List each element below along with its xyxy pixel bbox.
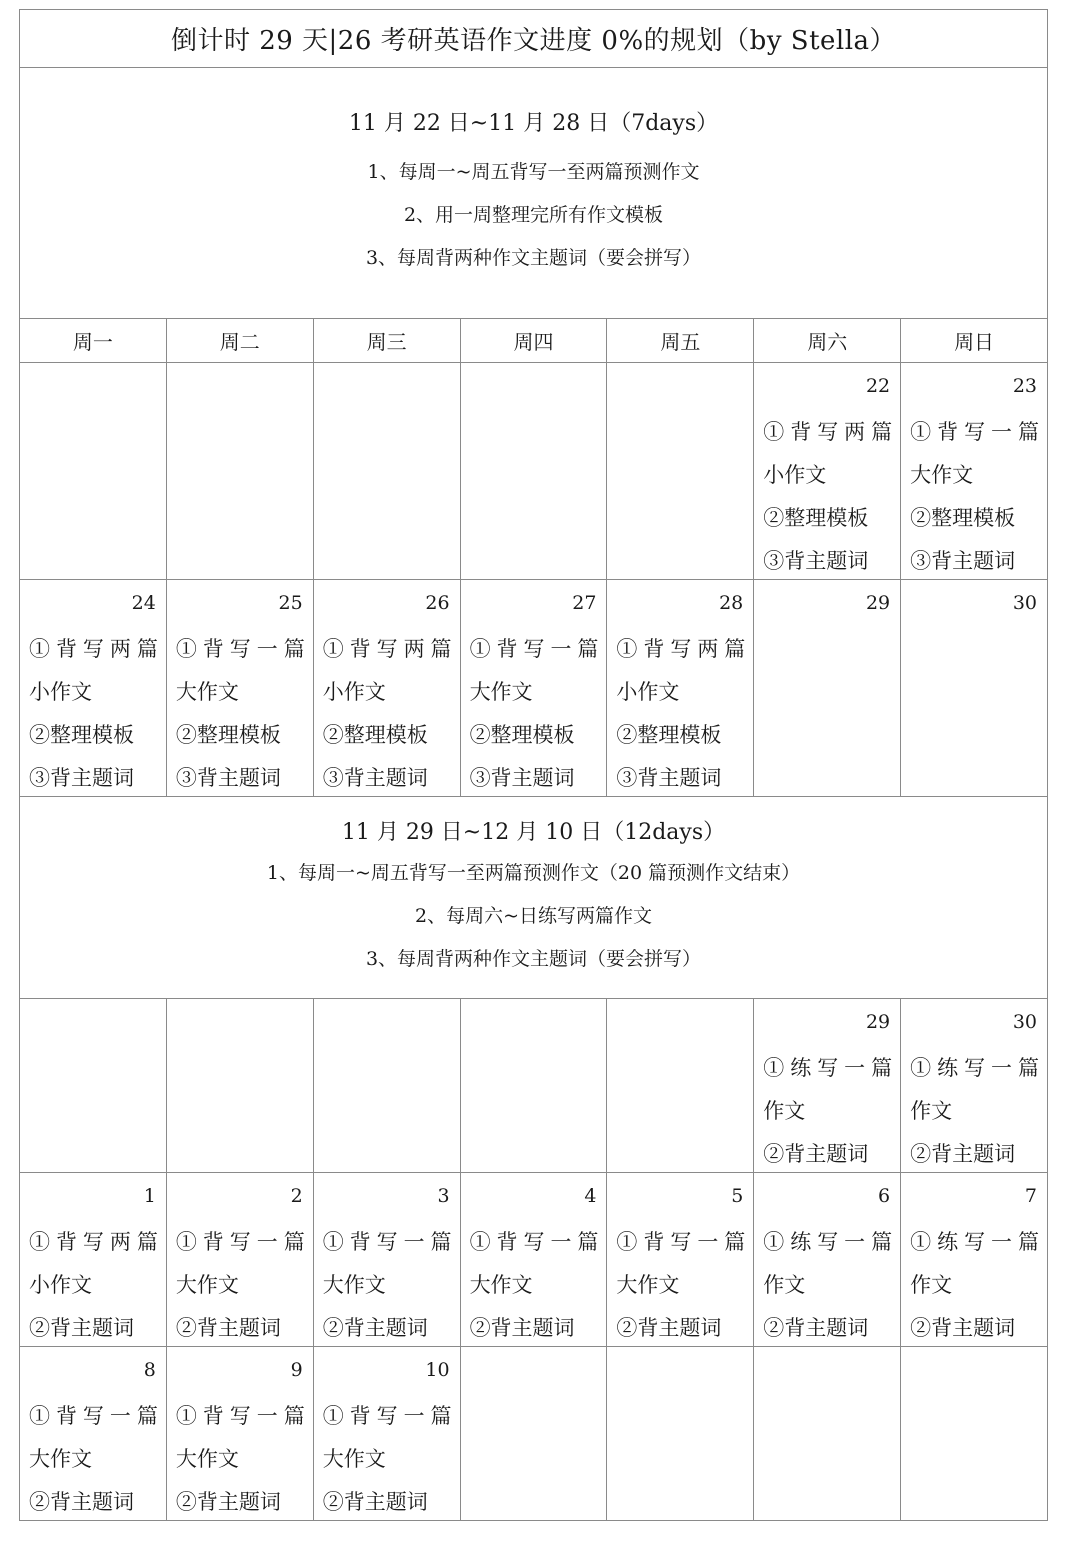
- calendar-day-cell: [607, 1347, 754, 1521]
- day-task: ②整理模板: [469, 723, 575, 747]
- day-task: ③背主题词: [469, 766, 575, 790]
- day-number: 28: [719, 592, 744, 614]
- day-task: 作文: [910, 1099, 953, 1123]
- day-task: ③背主题词: [175, 766, 281, 790]
- day-task-list: [29, 1395, 158, 1524]
- phase-rule: 1、每周一~周五背写一至两篇预测作文（20 篇预测作文结束）: [266, 861, 801, 884]
- day-number: 10: [425, 1359, 450, 1381]
- day-task: 大作文: [322, 1273, 386, 1297]
- day-task-list: [763, 1221, 892, 1350]
- calendar-day-cell: [461, 1347, 608, 1521]
- day-number: 9: [290, 1359, 303, 1381]
- day-task: ③背主题词: [763, 549, 869, 573]
- day-task: ①背写一篇: [175, 1230, 305, 1254]
- day-task-list: [176, 1395, 305, 1524]
- calendar-day-cell: [607, 999, 754, 1173]
- day-task-list: [323, 628, 452, 800]
- day-number: 30: [1012, 1011, 1037, 1033]
- day-number: 25: [278, 592, 303, 614]
- day-number: 8: [143, 1359, 156, 1381]
- calendar-day-cell: [167, 1347, 314, 1521]
- calendar-day-cell: [20, 999, 167, 1173]
- day-task: ②背主题词: [469, 1316, 575, 1340]
- day-task-list: [910, 411, 1039, 583]
- calendar-day-cell: [314, 1347, 461, 1521]
- day-task: 作文: [910, 1273, 953, 1297]
- day-task-list: [29, 1221, 158, 1350]
- day-task: 小作文: [29, 680, 92, 704]
- day-task: ①练写一篇: [763, 1056, 893, 1080]
- day-task: ②整理模板: [616, 723, 722, 747]
- phase-title: 11 月 29 日~12 月 10 日（12days）: [341, 819, 726, 845]
- phase-2-calendar: [20, 999, 1048, 1521]
- weekday-header: 周五: [607, 319, 754, 363]
- day-number: 27: [572, 592, 597, 614]
- calendar-day-cell: [754, 1347, 901, 1521]
- day-task-list: [763, 1047, 892, 1176]
- day-task: ②整理模板: [29, 723, 134, 747]
- day-task: ③背主题词: [322, 766, 428, 790]
- calendar-week-row: [20, 580, 1048, 797]
- day-task: ③背主题词: [29, 766, 134, 790]
- day-task: ①背写一篇: [910, 420, 1039, 444]
- day-task-list: [29, 628, 158, 800]
- calendar-week-row: [20, 1173, 1048, 1347]
- day-number: 30: [1012, 592, 1037, 614]
- weekday-header: 周六: [754, 319, 901, 363]
- day-task: 大作文: [469, 680, 533, 704]
- day-task: ②背主题词: [910, 1142, 1016, 1166]
- calendar-day-cell: [461, 580, 608, 797]
- calendar-day-cell: [461, 999, 608, 1173]
- weekday-header: 周日: [901, 319, 1048, 363]
- day-number: 6: [878, 1185, 891, 1207]
- calendar-day-cell: [901, 363, 1048, 580]
- day-task: ①练写一篇: [763, 1230, 893, 1254]
- phase-rule: 1、每周一~周五背写一至两篇预测作文: [367, 161, 700, 183]
- phase-title: 11 月 22 日~11 月 28 日（7days）: [348, 111, 719, 136]
- day-number: 26: [425, 592, 450, 614]
- day-task-list: [470, 1221, 599, 1350]
- calendar-day-cell: [754, 999, 901, 1173]
- day-task: ①背写一篇: [322, 1404, 452, 1428]
- day-task: ②背主题词: [910, 1316, 1016, 1340]
- calendar-day-cell: [754, 580, 901, 797]
- day-task: 大作文: [910, 463, 974, 487]
- calendar-day-cell: [20, 1173, 167, 1347]
- phase-1-calendar: [20, 363, 1048, 797]
- phase-rule: 2、用一周整理完所有作文模板: [403, 204, 664, 226]
- day-number: 24: [131, 592, 156, 614]
- calendar-day-cell: [607, 1173, 754, 1347]
- day-task: ①背写一篇: [175, 1404, 305, 1428]
- day-number: 1: [143, 1185, 156, 1207]
- day-task-list: [323, 1395, 452, 1524]
- day-task-list: [910, 1221, 1039, 1350]
- day-task: ②背主题词: [29, 1490, 134, 1514]
- day-task: ①背写一篇: [29, 1404, 158, 1428]
- day-task: 大作文: [469, 1273, 533, 1297]
- weekday-header: 周二: [167, 319, 314, 363]
- day-task: ②背主题词: [616, 1316, 722, 1340]
- day-task: 小作文: [322, 680, 386, 704]
- calendar-day-cell: [314, 1173, 461, 1347]
- calendar-day-cell: [901, 999, 1048, 1173]
- day-task: ③背主题词: [616, 766, 722, 790]
- day-task: ①背写两篇: [29, 1230, 158, 1254]
- day-number: 29: [865, 592, 891, 614]
- day-number: 5: [731, 1185, 744, 1207]
- calendar-day-cell: [754, 1173, 901, 1347]
- day-task: ②整理模板: [763, 506, 869, 530]
- calendar-day-cell: [167, 999, 314, 1173]
- day-task-list: [470, 628, 599, 800]
- calendar-day-cell: [167, 363, 314, 580]
- phase-rule: 3、每周背两种作文主题词（要会拼写）: [365, 947, 702, 970]
- calendar-day-cell: [314, 363, 461, 580]
- phase-2-header: [20, 797, 1048, 999]
- calendar-week-row: [20, 363, 1048, 580]
- day-task: 大作文: [616, 1273, 680, 1297]
- calendar-day-cell: [314, 999, 461, 1173]
- day-task: 大作文: [29, 1447, 92, 1471]
- calendar-week-row: [20, 999, 1048, 1173]
- day-task: 小作文: [616, 680, 680, 704]
- day-task-list: [616, 628, 745, 800]
- day-task: ②整理模板: [910, 506, 1016, 530]
- day-task: 大作文: [175, 1447, 239, 1471]
- calendar-day-cell: [20, 363, 167, 580]
- day-task: ①背写两篇: [616, 637, 746, 661]
- calendar-day-cell: [20, 580, 167, 797]
- day-task-list: [323, 1221, 452, 1350]
- day-task-list: [763, 411, 892, 583]
- day-number: 22: [865, 375, 891, 397]
- calendar-day-cell: [901, 1173, 1048, 1347]
- calendar-day-cell: [167, 580, 314, 797]
- calendar-day-cell: [314, 580, 461, 797]
- day-task: ①背写两篇: [763, 420, 893, 444]
- day-task: ②背主题词: [322, 1490, 428, 1514]
- day-task: ②背主题词: [29, 1316, 134, 1340]
- day-task: 小作文: [29, 1273, 92, 1297]
- calendar-week-row: [20, 1347, 1048, 1521]
- day-task-list: [176, 1221, 305, 1350]
- day-task: ②背主题词: [175, 1490, 281, 1514]
- day-task: 作文: [763, 1273, 806, 1297]
- day-task: ①背写一篇: [469, 637, 599, 661]
- calendar-day-cell: [461, 363, 608, 580]
- phase-rule: 3、每周背两种作文主题词（要会拼写）: [365, 247, 702, 269]
- day-number: 4: [584, 1185, 597, 1207]
- day-task: ①练写一篇: [910, 1230, 1039, 1254]
- day-task: ①背写一篇: [469, 1230, 599, 1254]
- day-task: ①背写一篇: [322, 1230, 452, 1254]
- day-task: ②背主题词: [322, 1316, 428, 1340]
- day-task: 大作文: [322, 1447, 386, 1471]
- day-task: ①练写一篇: [910, 1056, 1039, 1080]
- calendar-day-cell: [607, 363, 754, 580]
- calendar-day-cell: [901, 580, 1048, 797]
- day-task: ①背写两篇: [322, 637, 452, 661]
- day-number: 29: [865, 1011, 891, 1033]
- calendar-day-cell: [461, 1173, 608, 1347]
- study-plan-sheet: [19, 9, 1048, 1521]
- phase-rule: 2、每周六~日练写两篇作文: [414, 904, 652, 927]
- calendar-day-cell: [754, 363, 901, 580]
- phase-1-header: [20, 68, 1048, 319]
- day-task: ②背主题词: [763, 1142, 869, 1166]
- day-task: ③背主题词: [910, 549, 1016, 573]
- weekday-header: 周三: [314, 319, 461, 363]
- weekday-header: 周四: [461, 319, 608, 363]
- weekday-header-row: [20, 319, 1048, 363]
- calendar-day-cell: [607, 580, 754, 797]
- day-task: 大作文: [175, 680, 239, 704]
- day-task: ①背写两篇: [29, 637, 158, 661]
- weekday-header: 周一: [20, 319, 167, 363]
- calendar-day-cell: [901, 1347, 1048, 1521]
- day-task-list: [910, 1047, 1039, 1176]
- day-task-list: [176, 628, 305, 800]
- day-task: 小作文: [763, 463, 827, 487]
- day-number: 2: [290, 1185, 303, 1207]
- day-number: 23: [1012, 375, 1037, 397]
- calendar-day-cell: [20, 1347, 167, 1521]
- day-task: ①背写一篇: [616, 1230, 746, 1254]
- day-task: 大作文: [175, 1273, 239, 1297]
- day-task: ②整理模板: [175, 723, 281, 747]
- day-task: ①背写一篇: [175, 637, 305, 661]
- day-task-list: [616, 1221, 745, 1350]
- day-task: 作文: [763, 1099, 806, 1123]
- day-number: 3: [437, 1185, 450, 1207]
- calendar-day-cell: [167, 1173, 314, 1347]
- day-task: ②背主题词: [763, 1316, 869, 1340]
- day-task: ②背主题词: [175, 1316, 281, 1340]
- day-number: 7: [1024, 1185, 1037, 1207]
- page-title: 倒计时 29 天|26 考研英语作文进度 0%的规划（by Stella）: [20, 10, 1048, 68]
- day-task: ②整理模板: [322, 723, 428, 747]
